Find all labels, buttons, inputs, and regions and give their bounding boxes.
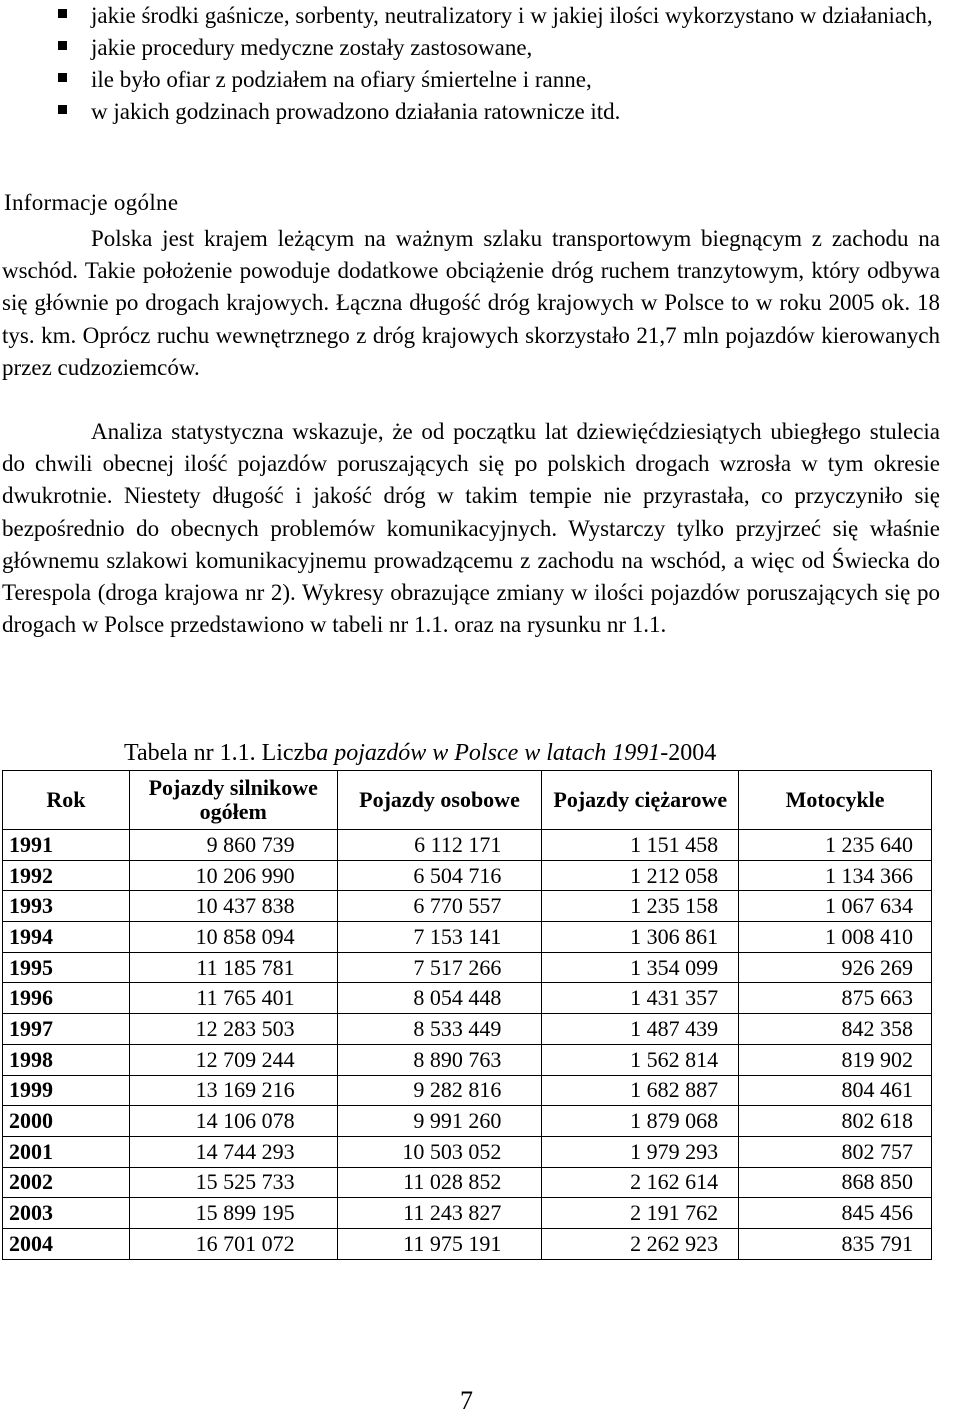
- cell-year: 2002: [3, 1167, 130, 1198]
- caption-italic: a pojazdów w Polsce w latach 1991: [316, 740, 661, 766]
- square-bullet-icon: [58, 105, 67, 114]
- cell-trucks: 1 487 439: [542, 1014, 739, 1045]
- table-row: [3, 860, 932, 891]
- cell-passenger-cars: 7 153 141: [337, 922, 542, 953]
- cell-passenger-cars: 8 533 449: [337, 1014, 542, 1045]
- cell-total-vehicles: 10 858 094: [129, 922, 337, 953]
- cell-total-vehicles: 15 525 733: [129, 1167, 337, 1198]
- paragraph-text: Analiza statystyczna wskazuje, że od początku lat dziewięćdziesiątych ubiegłego stulecia do chwili obecnej ilość pojazdów poruszających się po polskich drogach wzrosła w tym okresie dwukrotnie. Niestety długość i jakość dróg w takim tempie nie przyrastała, co przyczyniło się bezpośrednio do obecnych problemów komunikacyjnych. Wystarczy tylko przyjrzeć się właśnie głównemu szlakowi komunikacyjnemu prowadzącemu z zachodu na wschód, a więc od Świecka do Terespola (droga krajowa nr 2). Wykresy obrazujące zmiany w ilości pojazdów poruszających się po drogach w Polsce przedstawiono w tabeli nr 1.1. oraz na rysunku nr 1.1.: [2, 419, 940, 638]
- bullet-item: [58, 0, 943, 32]
- cell-total-vehicles: 10 206 990: [129, 860, 337, 891]
- table-row: [3, 830, 932, 861]
- cell-motorcycles: 819 902: [739, 1044, 932, 1075]
- cell-total-vehicles: 14 744 293: [129, 1136, 337, 1167]
- cell-trucks: 1 562 814: [542, 1044, 739, 1075]
- cell-passenger-cars: 6 770 557: [337, 891, 542, 922]
- square-bullet-icon: [58, 41, 67, 50]
- cell-passenger-cars: 8 890 763: [337, 1044, 542, 1075]
- table-row: [3, 1014, 932, 1045]
- cell-total-vehicles: 14 106 078: [129, 1106, 337, 1137]
- cell-year: 1997: [3, 1014, 130, 1045]
- cell-trucks: 1 879 068: [542, 1106, 739, 1137]
- cell-total-vehicles: 15 899 195: [129, 1198, 337, 1229]
- table-caption: [124, 737, 716, 769]
- cell-trucks: 2 191 762: [542, 1198, 739, 1229]
- cell-year: 1995: [3, 952, 130, 983]
- table-header-row: [3, 771, 932, 830]
- header-year: Rok: [3, 771, 130, 830]
- cell-trucks: 1 354 099: [542, 952, 739, 983]
- cell-passenger-cars: 11 243 827: [337, 1198, 542, 1229]
- cell-motorcycles: 842 358: [739, 1014, 932, 1045]
- cell-motorcycles: 804 461: [739, 1075, 932, 1106]
- bullet-text: w jakich godzinach prowadzono działania ratownicze itd.: [91, 99, 621, 124]
- cell-total-vehicles: 13 169 216: [129, 1075, 337, 1106]
- paragraph-intro: [2, 223, 940, 384]
- table-row: [3, 891, 932, 922]
- table-row: [3, 1075, 932, 1106]
- header-motorcycles: Motocykle: [739, 771, 932, 830]
- cell-year: 1991: [3, 830, 130, 861]
- caption-prefix: Tabela nr 1.1. Liczb: [124, 740, 317, 766]
- cell-total-vehicles: 9 860 739: [129, 830, 337, 861]
- cell-passenger-cars: 11 028 852: [337, 1167, 542, 1198]
- cell-motorcycles: 1 008 410: [739, 922, 932, 953]
- cell-trucks: 2 162 614: [542, 1167, 739, 1198]
- table-row: [3, 922, 932, 953]
- cell-trucks: 1 212 058: [542, 860, 739, 891]
- cell-passenger-cars: 7 517 266: [337, 952, 542, 983]
- section-heading: Informacje ogólne: [4, 190, 179, 215]
- header-trucks: Pojazdy ciężarowe: [542, 771, 739, 830]
- table-row: [3, 983, 932, 1014]
- cell-year: 1996: [3, 983, 130, 1014]
- table-body: [3, 830, 932, 1260]
- cell-passenger-cars: 6 504 716: [337, 860, 542, 891]
- cell-trucks: 1 682 887: [542, 1075, 739, 1106]
- cell-motorcycles: 835 791: [739, 1228, 932, 1259]
- table-row: [3, 1106, 932, 1137]
- page-number: 7: [460, 1386, 473, 1415]
- cell-total-vehicles: 16 701 072: [129, 1228, 337, 1259]
- paragraph-text: Polska jest krajem leżącym na ważnym szlaku transportowym biegnącym z zachodu na wschód. Takie położenie powoduje dodatkowe obciążenie dróg ruchem tranzytowym, który odbywa się głównie po drogach krajowych. Łączna długość dróg krajowych w Polsce to w roku 2005 ok. 18 tys. km. Oprócz ruchu wewnętrznego z dróg krajowych skorzystało 21,7 mln pojazdów kierowanych przez cudzoziemców.: [2, 226, 940, 380]
- cell-trucks: 1 979 293: [542, 1136, 739, 1167]
- cell-year: 1999: [3, 1075, 130, 1106]
- cell-motorcycles: 1 235 640: [739, 830, 932, 861]
- cell-motorcycles: 802 618: [739, 1106, 932, 1137]
- header-passenger-cars: Pojazdy osobowe: [337, 771, 542, 830]
- cell-year: 2000: [3, 1106, 130, 1137]
- cell-trucks: 1 235 158: [542, 891, 739, 922]
- table-row: [3, 1167, 932, 1198]
- table-row: [3, 1136, 932, 1167]
- cell-passenger-cars: 9 991 260: [337, 1106, 542, 1137]
- cell-motorcycles: 875 663: [739, 983, 932, 1014]
- vehicles-table: [2, 770, 932, 1260]
- cell-passenger-cars: 6 112 171: [337, 830, 542, 861]
- cell-motorcycles: 845 456: [739, 1198, 932, 1229]
- cell-total-vehicles: 10 437 838: [129, 891, 337, 922]
- square-bullet-icon: [58, 9, 67, 18]
- cell-total-vehicles: 12 709 244: [129, 1044, 337, 1075]
- bullet-text: jakie procedury medyczne zostały zastosowane,: [91, 35, 533, 60]
- cell-total-vehicles: 11 185 781: [129, 952, 337, 983]
- square-bullet-icon: [58, 73, 67, 82]
- cell-trucks: 2 262 923: [542, 1228, 739, 1259]
- cell-year: 1998: [3, 1044, 130, 1075]
- bullet-item: [58, 64, 943, 96]
- table-row: [3, 1228, 932, 1259]
- cell-year: 2001: [3, 1136, 130, 1167]
- cell-motorcycles: 802 757: [739, 1136, 932, 1167]
- cell-passenger-cars: 10 503 052: [337, 1136, 542, 1167]
- caption-suffix: -2004: [660, 740, 717, 766]
- table-row: [3, 1044, 932, 1075]
- cell-year: 2004: [3, 1228, 130, 1259]
- header-total-vehicles: Pojazdy silnikowe ogółem: [129, 771, 337, 830]
- cell-total-vehicles: 12 283 503: [129, 1014, 337, 1045]
- cell-trucks: 1 431 357: [542, 983, 739, 1014]
- cell-motorcycles: 926 269: [739, 952, 932, 983]
- bullet-item: [58, 32, 943, 64]
- cell-trucks: 1 306 861: [542, 922, 739, 953]
- cell-motorcycles: 868 850: [739, 1167, 932, 1198]
- bullet-text: jakie środki gaśnicze, sorbenty, neutralizatory i w jakiej ilości wykorzystano w działaniach,: [91, 3, 933, 28]
- cell-year: 1992: [3, 860, 130, 891]
- table-row: [3, 1198, 932, 1229]
- cell-year: 1994: [3, 922, 130, 953]
- bullet-text: ile było ofiar z podziałem na ofiary śmiertelne i ranne,: [91, 67, 592, 92]
- table-row: [3, 952, 932, 983]
- cell-passenger-cars: 8 054 448: [337, 983, 542, 1014]
- cell-year: 1993: [3, 891, 130, 922]
- cell-trucks: 1 151 458: [542, 830, 739, 861]
- cell-motorcycles: 1 134 366: [739, 860, 932, 891]
- paragraph-analysis: [2, 416, 940, 641]
- cell-total-vehicles: 11 765 401: [129, 983, 337, 1014]
- bullet-list: [58, 0, 943, 128]
- cell-year: 2003: [3, 1198, 130, 1229]
- cell-motorcycles: 1 067 634: [739, 891, 932, 922]
- cell-passenger-cars: 9 282 816: [337, 1075, 542, 1106]
- bullet-item: [58, 96, 943, 128]
- cell-passenger-cars: 11 975 191: [337, 1228, 542, 1259]
